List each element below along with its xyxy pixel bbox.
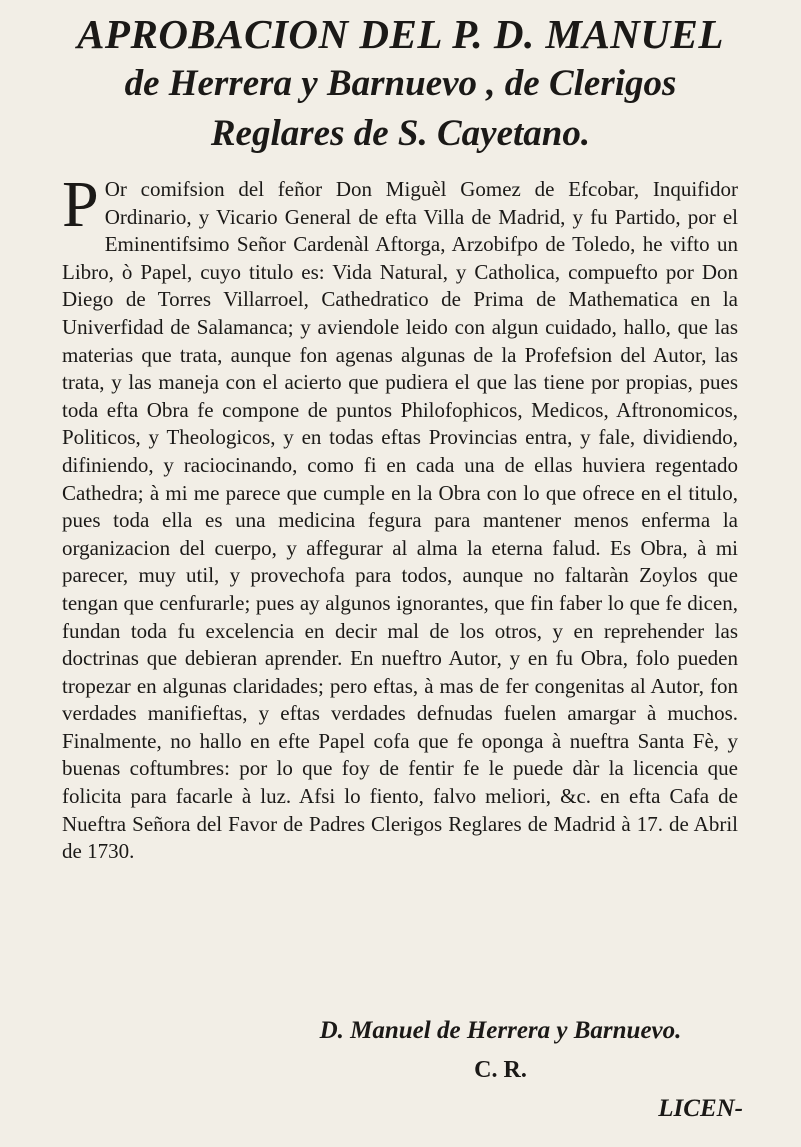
title-line-3: Reglares de S. Cayetano. [210, 113, 591, 154]
signature-initials: C. R. [474, 1057, 527, 1083]
approval-paragraph [62, 168, 738, 866]
title-line-2: de Herrera y Barnuevo , de Clerigos [124, 63, 677, 104]
approval-body [62, 168, 738, 866]
title-line-1: APROBACION DEL P. D. MANUEL [77, 11, 724, 57]
catchword: LICEN- [658, 1095, 743, 1122]
approval-text: Or comifsion del feñor Don Miguèl Gomez de Efcobar, Inquifidor Ordinario, y Vicario General de efta Villa de Madrid, y fu Partido, por el Eminentifsimo Señor Cardenàl Aftorga, Arzobifpo de Toledo, he vifto un Libro, ò Papel, cuyo titulo es: Vida Natural, y Catholica, compuefto por Don Diego de Torres Villarroel, Cathedratico de Prima de Mathematica en la Univerfidad de Salamanca; y aviendole leido con algun cuidado, hallo, que las materias que trata, aunque fon agenas algunas de la Profefsion del Autor, las trata, y las maneja con el acierto que pudiera el que las tiene por propias, pues toda efta Obra fe compone de puntos Philofophicos, Medicos, Aftronomicos, Politicos, y Theologicos, y en todas eftas Provincias entra, y fale, dividiendo, difiniendo, y raciocinando, como fi en cada una de ellas huviera regentado Cathedra; à mi me parece que cumple en la Obra con lo que ofrece en el titulo, pues toda ella es una medicina fegura para mantener menos enferma la organizacion del cuerpo, y affegurar al alma la eterna falud. Es Obra, à mi parecer, muy util, y provechofa para todos, aunque no faltaràn Zoylos que tengan que cenfurarle; pues ay algunos ignorantes, que fin faber lo que fe dicen, fundan toda fu excelencia en decir mal de los otros, y en reprehender las doctrinas que debieran aprender. En nueftro Autor, y en fu Obra, folo pueden tropezar en algunas claridades; pero eftas, à mas de fer congenitas al Autor, fon verdades manifieftas, y eftas verdades defnudas fuelen amargar à muchos. Finalmente, no hallo en efte Papel cofa que fe oponga à nueftra Santa Fè, y buenas coftumbres: por lo que foy de fentir fe le puede dàr la licencia que folicita para facarle à luz. Afsi lo fiento, falvo meliori, &c. en efta Cafa de Nueftra Señora del Favor de Padres Clerigos Reglares de Madrid à 17. de Abril de 1730. [62, 177, 738, 864]
signature-name: D. Manuel de Herrera y Barnuevo. [319, 1017, 682, 1044]
drop-cap: P [62, 168, 99, 241]
